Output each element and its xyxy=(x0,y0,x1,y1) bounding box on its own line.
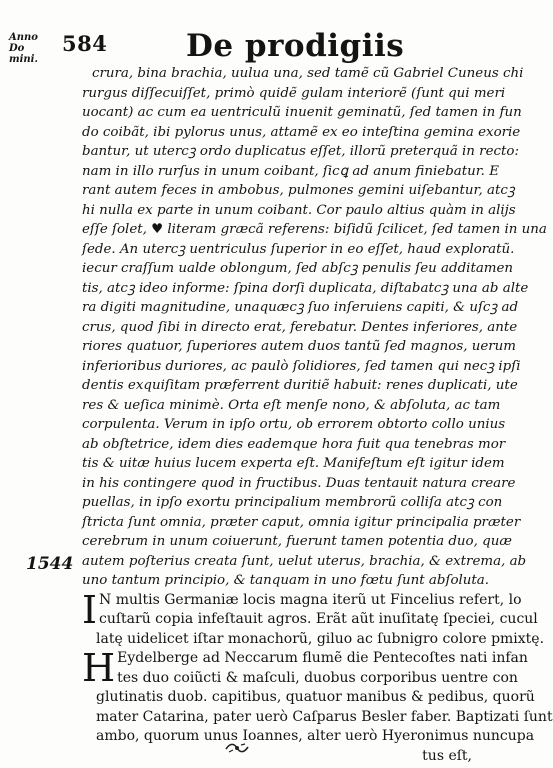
text-line: mater Catarina, pater uerò Caſparus Besler faber. Baptizati ſunt xyxy=(96,708,553,725)
page-number: 584 xyxy=(62,31,108,56)
text-line: uno tantum principio, & tanquam in uno fœtu ſunt abſoluta. xyxy=(82,573,490,588)
text-line: ab obſtetrice, idem dies eademque hora fuit qua tenebras mor xyxy=(82,436,506,452)
text-line: cuſtarũ copia infeſtauit agros. Erãt aũt inuſitatę ſpeciei, cucul xyxy=(99,611,538,627)
ornament-icon xyxy=(224,741,250,755)
text-line: inferioribus duriores, ac paulò ſolidiores, ſed tamen qui necꝫ ipſi xyxy=(82,358,521,374)
text-line: ſede. An utercꝫ uentriculus ſuperior in eo eſſet, haud exploratũ. xyxy=(82,241,515,257)
text-line: Eydelberge ad Neccarum flumẽ die Pentecoſtes nati infan xyxy=(117,650,528,666)
text-line: puellas, in ipſo exortu principalium membrorũ colliſa atcꝫ con xyxy=(82,495,503,510)
text-line: rurgus diſſecuiſſet, primò quidẽ gulam interiorẽ (ſunt qui meri xyxy=(82,85,506,101)
text-line: crura, bina brachia, uulua una, sed tamẽ cũ Gabriel Cuneus chi xyxy=(92,66,524,81)
text-line: do coibãt, ibi pylorus unus, attamẽ ex eo inteſtina gemina exorie xyxy=(82,124,521,140)
body-text xyxy=(82,64,553,766)
text-line: ſtricta ſunt omnia, præter caput, omnia igitur principalia præter xyxy=(82,514,521,530)
text-line: nam in illo rurſus in unum coibant, ſicꝗ ad anum finiebatur. E xyxy=(82,163,499,179)
text-line: corpulenta. Verum in ipſo ortu, ob errorem obtorto collo unius xyxy=(82,417,506,432)
year-marginal-note: 1544 xyxy=(26,554,74,574)
text-line: hi nulla ex parte in unum coibant. Cor paulo altius quàm in alijs xyxy=(82,202,516,218)
text-line: tes duo coiũcti & maſculi, duobus corporibus uentre con xyxy=(117,669,518,686)
text-line: crus, quod ſibi in directo erat, ferebatur. Dentes inferiores, ante xyxy=(82,319,518,335)
text-line: eſſe ſolet, ♥ literam græcã referens: biſidũ ſcilicet, ſed tamen in una xyxy=(82,222,547,237)
text-line: riores quatuor, ſuperiores autem duos tantũ ſed magnos, uerum xyxy=(82,339,516,354)
text-line: res & ueſica minimè. Orta eſt menſe nono, & abſoluta, ac tam xyxy=(82,397,501,413)
text-line: uocant) ac cum ea uentriculũ inuenit geminatũ, ſed tamen in fun xyxy=(82,105,522,120)
text-line: tis, atcꝫ ideo informe: ſpina dorſi duplicata, diſtabatcꝫ una ab alte xyxy=(82,280,529,296)
text-line: latę uidelicet iſtar monachorũ, giluo ac ſubnigro colore pmixtę. xyxy=(96,630,545,647)
text-line: rant autem feces in ambobus, pulmones gemini uiſebantur, atcꝫ xyxy=(82,183,515,198)
dropcap-letter: I xyxy=(82,587,98,632)
text-line: N multis Germaniæ locis magna iterũ ut Fincelius refert, lo xyxy=(99,591,522,608)
text-line: ra digiti magnitudine, unaquæcꝫ ſuo inſeruiens capiti, & uſcꝫ ad xyxy=(82,300,519,315)
text-line: autem poſterius creata ſunt, uelut uterus, brachia, & extrema, ab xyxy=(82,553,527,569)
page-header xyxy=(0,0,478,70)
text-line: bantur, ut utercꝫ ordo duplicatus eſſet, illorũ preterquã in recto: xyxy=(82,144,519,159)
paragraph-locusts xyxy=(82,587,545,650)
text-line: tis & uitæ huius lucem experta eſt. Manifeſtum eſt igitur idem xyxy=(82,456,505,471)
text-line: tus eſt, xyxy=(422,747,472,764)
text-line: dentis exquiſitam præferrent duritiẽ habuit: renes duplicati, ute xyxy=(82,378,518,393)
text-line: cerebrum in unum coiuerunt, fuerunt tamen potentia duo, quæ xyxy=(82,534,512,549)
paragraph-conjoined-twins xyxy=(82,646,553,766)
text-line: ambo, quorum unus Ioannes, alter uerò Hyeronimus nuncupa xyxy=(96,728,535,744)
dropcap-letter: H xyxy=(82,646,116,690)
margin-note: Anno Do mini. xyxy=(9,32,38,65)
running-title: De prodigiis xyxy=(186,28,405,64)
text-line: glutinatis duob. capitibus, quatuor manibus & pedibus, quorũ xyxy=(96,689,535,705)
paragraph-monstrous-birth xyxy=(82,64,547,591)
text-line: iecur craſſum ualde oblongum, ſed abſcꝫ penulis ſeu additamen xyxy=(82,261,514,276)
text-line: in his contingere quod in fructibus. Duas tentauit natura creare xyxy=(82,475,516,491)
